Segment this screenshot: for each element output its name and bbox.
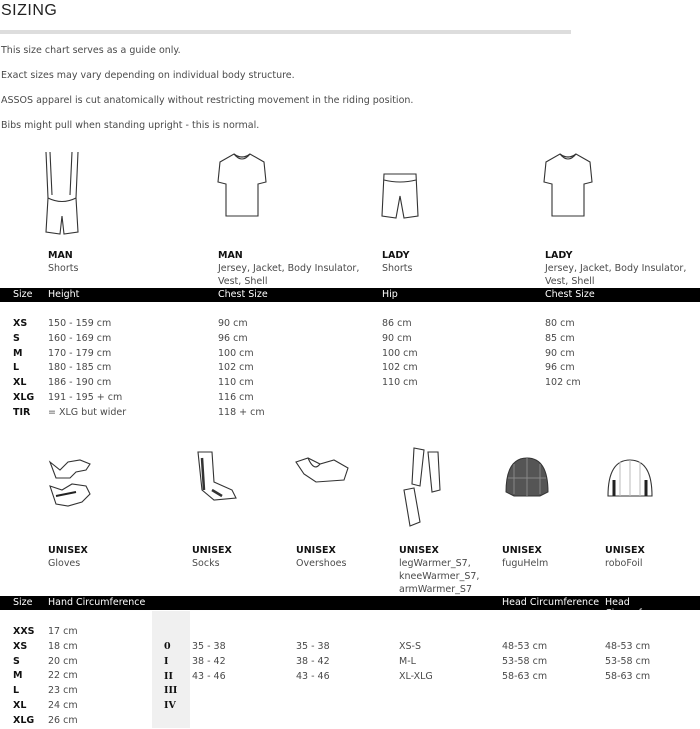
table-cell: XL-XLG bbox=[399, 670, 433, 682]
size-cell: 0 bbox=[164, 641, 171, 652]
table-cell: 160 - 169 cm bbox=[48, 332, 112, 344]
table-cell: 18 cm bbox=[48, 640, 78, 652]
table-cell: 86 cm bbox=[382, 318, 412, 329]
table-cell: XS-S bbox=[399, 641, 421, 652]
helmet-cap-icon bbox=[502, 454, 552, 502]
header-head-robofoil: Head Circumference bbox=[605, 597, 675, 619]
header-size: Size bbox=[13, 597, 33, 608]
lady-hip-column bbox=[382, 317, 418, 391]
shorts-icon bbox=[380, 172, 420, 224]
size-cell: II bbox=[164, 670, 173, 682]
table-cell: 116 cm bbox=[218, 391, 254, 403]
product-gender: UNISEX bbox=[48, 545, 88, 556]
size-cell: S bbox=[13, 655, 20, 667]
fuguhelm-column bbox=[502, 640, 547, 684]
table-cell: 53-58 cm bbox=[502, 655, 548, 667]
table-cell: 43 - 46 bbox=[192, 670, 226, 682]
product-gender: UNISEX bbox=[605, 545, 645, 556]
table-cell: 22 cm bbox=[48, 670, 78, 682]
table-cell: = XLG but wider bbox=[48, 406, 127, 418]
table-cell: 43 - 46 bbox=[296, 670, 330, 682]
table-cell: 90 cm bbox=[218, 318, 248, 329]
table-cell: 96 cm bbox=[545, 362, 575, 374]
jersey-icon bbox=[216, 152, 268, 220]
intro-line: Exact sizes may vary depending on individual body structure. bbox=[1, 70, 295, 81]
product-name: Overshoes bbox=[296, 558, 347, 569]
product-label bbox=[218, 249, 368, 288]
table-cell: 48-53 cm bbox=[502, 641, 548, 652]
table-cell: 102 cm bbox=[218, 362, 254, 374]
table-cell: 100 cm bbox=[218, 347, 254, 359]
table-cell: 102 cm bbox=[382, 362, 418, 374]
lady-chest-column bbox=[545, 317, 581, 391]
header-height: Height bbox=[48, 289, 80, 300]
table-cell: 20 cm bbox=[48, 655, 78, 667]
product-gender: UNISEX bbox=[399, 545, 439, 556]
size-cell: I bbox=[164, 655, 169, 667]
warmers-column bbox=[399, 640, 433, 684]
size-cell: XL bbox=[13, 377, 27, 389]
header-hand: Hand Circumference bbox=[48, 597, 146, 608]
sock-icon bbox=[192, 450, 240, 506]
product-label bbox=[382, 249, 532, 275]
bib-shorts-icon bbox=[42, 150, 82, 238]
product-label bbox=[399, 544, 491, 596]
table-cell: 48-53 cm bbox=[605, 641, 651, 652]
product-name: Jersey, Jacket, Body Insulator, Vest, Shell bbox=[218, 263, 360, 287]
size-cell: XL bbox=[13, 699, 27, 711]
gloves-icon bbox=[46, 456, 94, 512]
size-cell: M bbox=[13, 670, 23, 682]
size-column bbox=[13, 625, 35, 729]
product-name: Socks bbox=[192, 558, 220, 569]
table-cell: 35 - 38 bbox=[192, 641, 226, 652]
table-cell: 110 cm bbox=[382, 377, 418, 389]
jersey-icon bbox=[542, 152, 594, 220]
table-cell: 100 cm bbox=[382, 347, 418, 359]
table-cell: 102 cm bbox=[545, 377, 581, 389]
table-cell: 17 cm bbox=[48, 626, 78, 637]
size-cell: XS bbox=[13, 640, 28, 652]
table-cell: 26 cm bbox=[48, 714, 78, 726]
intro-line: This size chart serves as a guide only. bbox=[1, 45, 181, 56]
product-gender: UNISEX bbox=[192, 545, 232, 556]
size-column bbox=[13, 317, 34, 421]
header-chest-man: Chest Size bbox=[218, 289, 268, 300]
table-cell: 58-63 cm bbox=[605, 670, 651, 682]
product-label bbox=[502, 544, 602, 570]
product-label bbox=[48, 544, 178, 570]
table-cell: 90 cm bbox=[545, 347, 575, 359]
product-name: fuguHelm bbox=[502, 558, 549, 569]
intro-line: Bibs might pull when standing upright - this is normal. bbox=[1, 120, 260, 131]
size-cell: III bbox=[164, 685, 178, 697]
man-chest-column bbox=[218, 317, 265, 421]
table-cell: 180 - 185 cm bbox=[48, 362, 112, 374]
title-divider bbox=[0, 30, 571, 34]
size-cell: L bbox=[13, 685, 20, 697]
product-label bbox=[192, 544, 292, 570]
product-name: Jersey, Jacket, Body Insulator, Vest, Shell bbox=[545, 263, 687, 287]
product-name: roboFoil bbox=[605, 558, 643, 569]
product-name: Gloves bbox=[48, 558, 81, 569]
overshoes-column bbox=[296, 640, 330, 684]
product-label bbox=[296, 544, 396, 570]
product-gender: UNISEX bbox=[502, 545, 542, 556]
table-cell: 58-63 cm bbox=[502, 670, 548, 682]
intro-line: ASSOS apparel is cut anatomically without restricting movement in the riding position. bbox=[1, 95, 414, 106]
table-cell: 96 cm bbox=[218, 332, 248, 344]
size-cell: M bbox=[13, 347, 23, 359]
overshoe-icon bbox=[294, 452, 352, 488]
table-cell: 23 cm bbox=[48, 685, 78, 697]
table-cell: 24 cm bbox=[48, 699, 78, 711]
header-chest-lady: Chest Size bbox=[545, 289, 595, 300]
hand-column bbox=[48, 625, 78, 729]
size-cell: XS bbox=[13, 318, 28, 329]
product-name: legWarmer_S7, kneeWarmer_S7, armWarmer_S7 bbox=[399, 558, 480, 595]
table-cell: M-L bbox=[399, 655, 416, 667]
table-cell: 38 - 42 bbox=[192, 655, 226, 667]
table-cell: 110 cm bbox=[218, 377, 254, 389]
table-cell: 85 cm bbox=[545, 332, 575, 344]
warmers-icon bbox=[398, 446, 444, 530]
size-cell: L bbox=[13, 362, 20, 374]
size-cell: IV bbox=[164, 700, 176, 712]
size-cell: S bbox=[13, 332, 20, 344]
roman-size-column bbox=[164, 640, 177, 714]
table-header bbox=[0, 288, 700, 302]
table-cell: 80 cm bbox=[545, 318, 575, 329]
product-gender: LADY bbox=[382, 250, 410, 261]
product-gender: MAN bbox=[48, 250, 73, 261]
size-cell: XLG bbox=[13, 714, 35, 726]
size-cell: XXS bbox=[13, 626, 35, 637]
product-gender: MAN bbox=[218, 250, 243, 261]
table-header bbox=[0, 596, 700, 619]
product-gender: LADY bbox=[545, 250, 573, 261]
height-column bbox=[48, 317, 126, 421]
table-cell: 186 - 190 cm bbox=[48, 377, 112, 389]
size-cell: TIR bbox=[13, 406, 31, 418]
table-cell: 53-58 cm bbox=[605, 655, 651, 667]
product-name: Shorts bbox=[382, 263, 413, 274]
table-cell: 118 + cm bbox=[218, 406, 265, 418]
table-cell: 38 - 42 bbox=[296, 655, 330, 667]
page-title: SIZING bbox=[1, 2, 58, 19]
product-label bbox=[605, 544, 700, 570]
header-head-fuguhelm: Head Circumference bbox=[502, 597, 600, 608]
product-name: Shorts bbox=[48, 263, 79, 274]
cap-icon bbox=[604, 456, 656, 502]
table-cell: 191 - 195 + cm bbox=[48, 391, 123, 403]
product-gender: UNISEX bbox=[296, 545, 336, 556]
table-cell: 150 - 159 cm bbox=[48, 318, 112, 329]
header-hip: Hip bbox=[382, 289, 398, 300]
product-label bbox=[48, 249, 198, 275]
product-label bbox=[545, 249, 695, 288]
table-cell: 90 cm bbox=[382, 332, 412, 344]
robofoil-column bbox=[605, 640, 650, 684]
table-cell: 35 - 38 bbox=[296, 641, 330, 652]
size-cell: XLG bbox=[13, 391, 35, 403]
socks-column bbox=[192, 640, 226, 684]
table-cell: 170 - 179 cm bbox=[48, 347, 112, 359]
header-size: Size bbox=[13, 289, 33, 300]
